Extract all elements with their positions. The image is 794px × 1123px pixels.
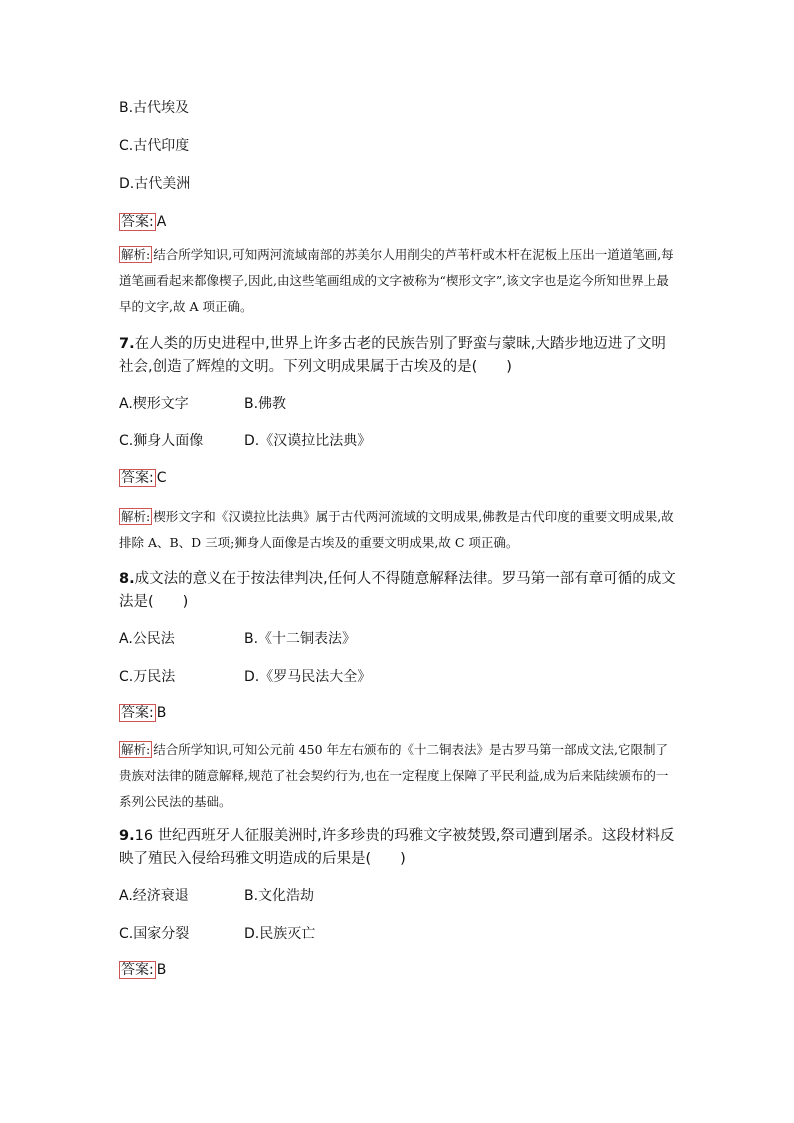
q8-option-b: B.《十二铜表法》: [244, 631, 357, 647]
q7-explanation: [119, 504, 679, 556]
q8-explanation: [119, 737, 679, 815]
question-text: 在人类的历史进程中,世界上许多古老的民族告别了野蛮与蒙昧,大踏步地迈进了文明社会,创造了辉煌的文明。下列文明成果属于古埃及的是( ): [119, 336, 666, 375]
q8-option-d: D.《罗马民法大全》: [244, 669, 372, 685]
q9-answer: [119, 961, 166, 979]
answer-value: B: [156, 705, 167, 721]
question-text: 成文法的意义在于按法律判决,任何人不得随意解释法律。罗马第一部有章可循的成文法是( ): [119, 571, 676, 610]
explain-tag: 解析:: [121, 247, 151, 262]
question-number: 7.: [119, 336, 135, 352]
q7-option-a: A.楔形文字: [119, 396, 189, 412]
answer-tag: 答案:: [121, 214, 154, 230]
question-text: 16 世纪西班牙人征服美洲时,许多珍贵的玛雅文字被焚毁,祭司遭到屠杀。这段材料反映了殖民入侵给玛雅文明造成的后果是( ): [119, 828, 675, 867]
explain-text: 楔形文字和《汉谟拉比法典》属于古代两河流域的文明成果,佛教是古代印度的重要文明成果,故排除 A、B、D 三项;狮身人面像是古埃及的重要文明成果,故 C 项正确。: [119, 509, 674, 550]
q8-stem: [119, 568, 679, 614]
q6-option-b: B.古代埃及: [119, 100, 190, 116]
answer-tag: 答案:: [121, 705, 154, 721]
q7-option-c: C.狮身人面像: [119, 433, 204, 449]
q6-explanation: [119, 242, 679, 320]
q7-stem: [119, 333, 679, 379]
q7-option-b: B.佛教: [244, 396, 287, 412]
explain-text: 结合所学知识,可知公元前 450 年左右颁布的《十二铜表法》是古罗马第一部成文法,它限制了贵族对法律的随意解释,规范了社会契约行为,也在一定程度上保障了平民利益,成为后来陆续颁布的一系列公民法的基础。: [119, 742, 669, 809]
q9-option-a: A.经济衰退: [119, 888, 189, 904]
q8-option-c: C.万民法: [119, 669, 176, 685]
question-number: 8.: [119, 571, 135, 587]
q9-option-c: C.国家分裂: [119, 926, 190, 942]
answer-value: C: [156, 470, 167, 486]
q6-answer: [119, 213, 166, 231]
q7-answer: [119, 469, 167, 487]
q9-option-d: D.民族灭亡: [244, 926, 316, 942]
answer-tag: 答案:: [121, 962, 154, 978]
q9-stem: [119, 825, 679, 871]
q7-option-d: D.《汉谟拉比法典》: [244, 433, 372, 449]
answer-tag: 答案:: [121, 470, 154, 486]
q8-answer: [119, 704, 166, 722]
explain-tag: 解析:: [121, 509, 151, 524]
answer-value: B: [156, 962, 167, 978]
explain-text: 结合所学知识,可知两河流域南部的苏美尔人用削尖的芦苇杆或木杆在泥板上压出一道道笔画,每道笔画看起来都像楔子,因此,由这些笔画组成的文字被称为“楔形文字”,该文字也是迄今所知世界上最早的文字,故 A 项正确。: [119, 247, 674, 314]
question-number: 9.: [119, 828, 135, 844]
q6-option-c: C.古代印度: [119, 138, 190, 154]
q8-option-a: A.公民法: [119, 631, 175, 647]
q9-option-b: B.文化浩劫: [244, 888, 315, 904]
answer-value: A: [156, 214, 167, 230]
explain-tag: 解析:: [121, 742, 151, 757]
q6-option-d: D.古代美洲: [119, 176, 191, 192]
